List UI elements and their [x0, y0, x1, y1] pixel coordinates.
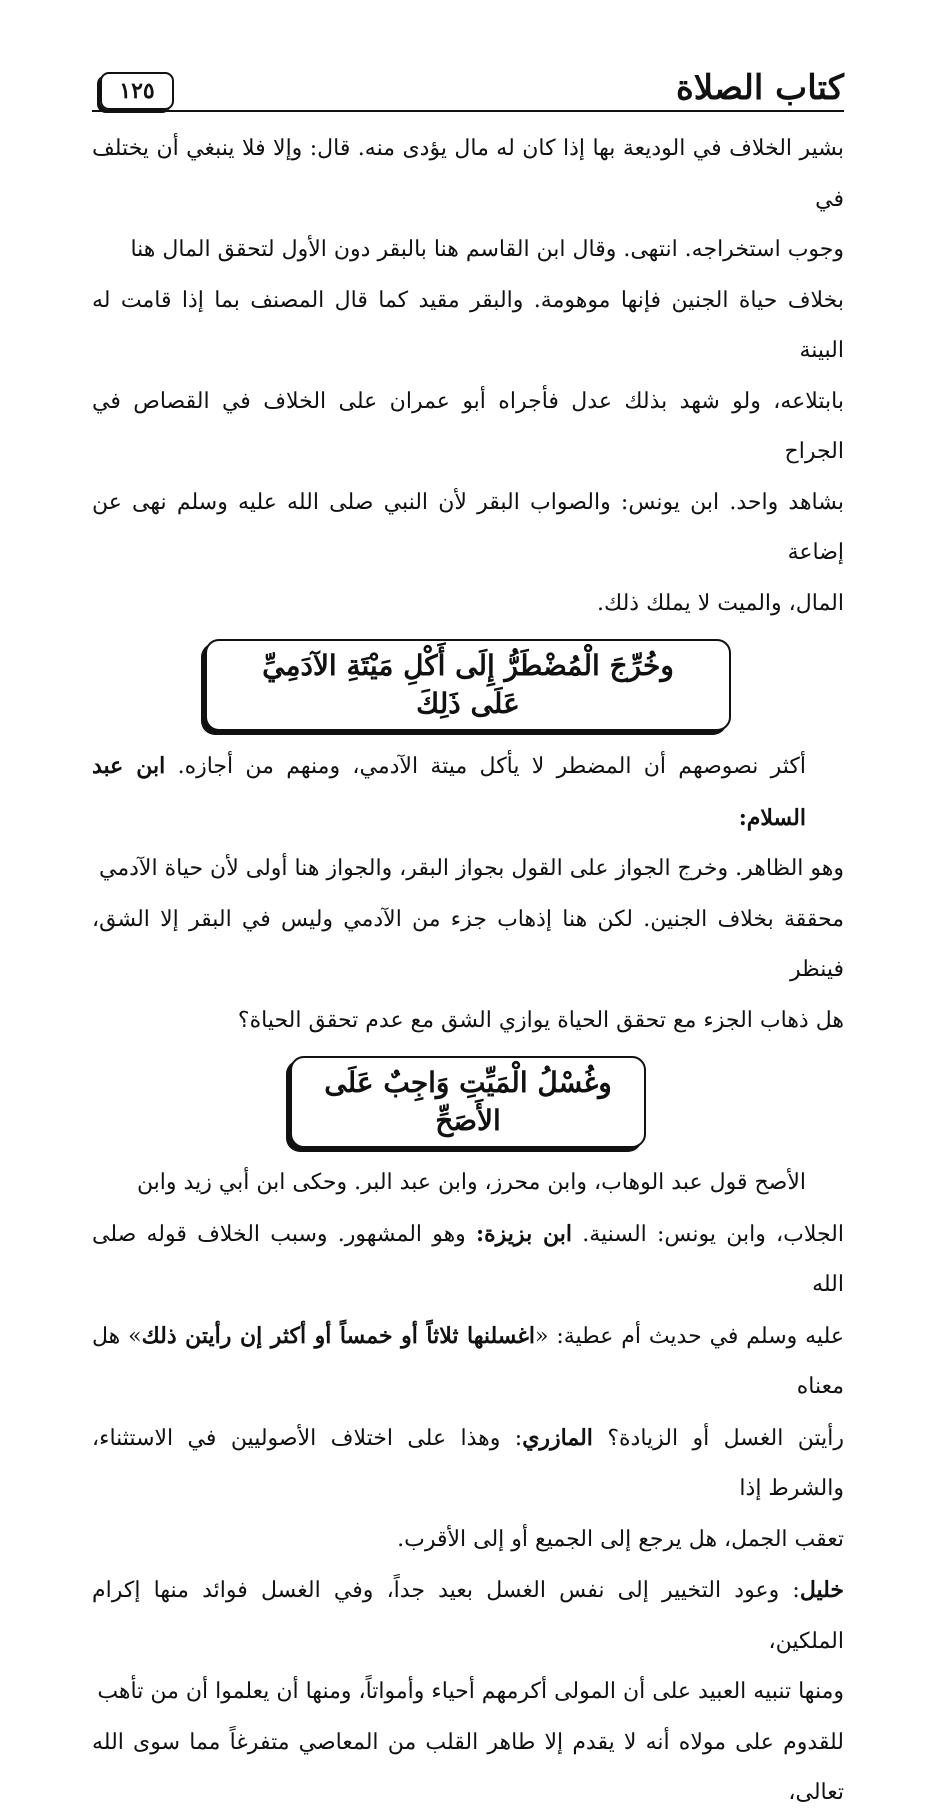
author-name: ابن عبد السلام: [92, 753, 806, 831]
text-line [92, 1565, 844, 1667]
author-name: المازري [522, 1424, 593, 1451]
section-4 [92, 1565, 844, 1819]
text-line: ومنها تنبيه العبيد على أن المولى أكرمهم أحياء وأمواتاً، ومنها أن يعلموا أن من تأهب [97, 1679, 844, 1704]
author-name: خليل [799, 1577, 844, 1603]
text-line: تعقب الجمل، هل يرجع إلى الجميع أو إلى الأقرب. [397, 1526, 844, 1552]
author-name: ابن بزيزة: [476, 1220, 573, 1247]
text-line [92, 1413, 844, 1515]
page-number-box [100, 72, 174, 110]
text-span: » هل معناه [92, 1323, 844, 1399]
heading-1-wrap [92, 639, 844, 731]
section-heading: وخُرِّجَ الْمُضْطَرُّ إِلَى أَكْلِ مَيْتَةِ الآدَمِيِّ عَلَى ذَلِكَ [205, 639, 731, 731]
text-line: وهو الظاهر. وخرج الجواز على القول بجواز البقر، والجواز هنا أولى لأن حياة الآدمي [99, 856, 844, 881]
header-rule [92, 110, 844, 112]
book-page [92, 60, 844, 1819]
text-line: وجوب استخراجه. انتهى. وقال ابن القاسم هنا بالبقر دون الأول لتحقق المال هنا [130, 237, 844, 262]
text-line: المال، والميت لا يملك ذلك. [597, 590, 844, 616]
section-3 [92, 1158, 844, 1565]
text-span: : وعود التخيير إلى نفس الغسل بعيد جداً، وفي الغسل فوائد منها إكرام الملكين، [92, 1578, 844, 1654]
text-line: بشاهد واحد. ابن يونس: والصواب البقر لأن النبي صلى الله عليه وسلم نهى عن إضاعة [92, 489, 844, 565]
hadith-quote: اغسلنها ثلاثاً أو خمساً أو أكثر إن رأيتن ذلك [141, 1322, 535, 1349]
section-heading: وغُسْلُ الْمَيِّتِ وَاجِبٌ عَلَى الأَصَحِّ [290, 1056, 646, 1148]
text-span: رأيتن الغسل أو الزيادة؟ [607, 1425, 844, 1451]
text-span: وهو المشهور. وسبب الخلاف قوله صلى الله [92, 1221, 844, 1297]
text-line: للقدوم على مولاه أنه لا يقدم إلا طاهر القلب من المعاصي متفرغاً مما سوى الله تعالى، [92, 1729, 844, 1805]
text-line: بشير الخلاف في الوديعة بها إذا كان له مال يؤدى منه. قال: وإلا فلا ينبغي أن يختلف في [92, 136, 844, 212]
text-line: هل ذهاب الجزء مع تحقق الحياة يوازي الشق مع عدم تحقق الحياة؟ [237, 1007, 844, 1033]
page-number: ١٢٥ [119, 78, 155, 104]
text-span: عليه وسلم في حديث أم عطية: « [535, 1323, 844, 1349]
text-line [92, 1209, 844, 1311]
text-line [92, 1311, 844, 1413]
section-2 [92, 741, 844, 1046]
text-span: : وهذا على اختلاف الأصوليين في الاستثناء، والشرط إذا [92, 1425, 844, 1501]
heading-2-wrap [92, 1056, 844, 1148]
book-title: كتاب الصلاة [675, 68, 844, 108]
page-header [92, 60, 844, 112]
text-span: الجلاب، وابن يونس: السنية. [582, 1221, 844, 1247]
text-line: بخلاف حياة الجنين فإنها موهومة. والبقر مقيد كما قال المصنف بما إذا قامت له البينة [92, 287, 844, 363]
text-span: أكثر نصوصهم أن المضطر لا يأكل ميتة الآدمي، ومنهم من أجازه. [177, 754, 806, 779]
text-line: الأصح قول عبد الوهاب، وابن محرز، وابن عبد البر. وحكى ابن أبي زيد وابن [136, 1170, 806, 1195]
text-line: محققة بخلاف الجنين. لكن هنا إذهاب جزء من الآدمي وليس في البقر إلا الشق، فينظر [92, 906, 844, 982]
text-line [92, 741, 844, 844]
section-1 [92, 124, 844, 629]
text-line: بابتلاعه، ولو شهد بذلك عدل فأجراه أبو عمران على الخلاف في القصاص في الجراح [92, 388, 844, 464]
